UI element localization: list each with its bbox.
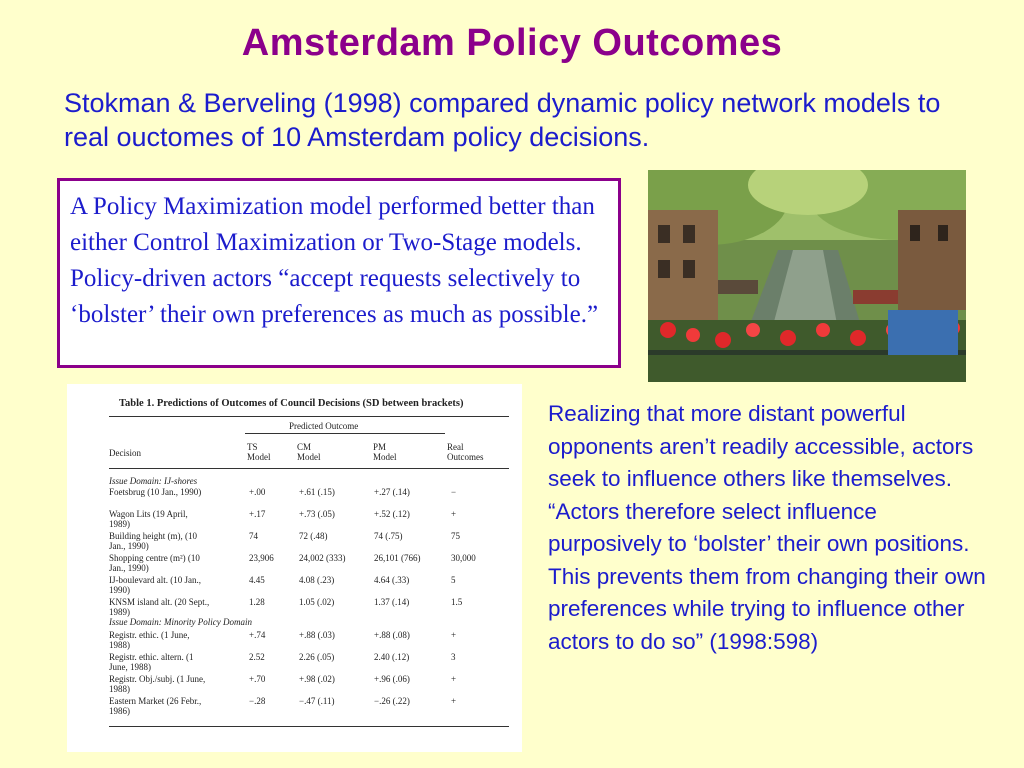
cell-pm: 74 (.75): [374, 531, 403, 541]
issue-domain-minority: Issue Domain: Minority Policy Domain: [109, 617, 252, 627]
cell-pm: 1.37 (.14): [374, 597, 410, 607]
table-row: [109, 575, 509, 595]
cell-decision: Registr. ethic. altern. (1 June, 1988): [109, 652, 194, 672]
cell-real: 1.5: [451, 597, 463, 607]
table-row: [109, 553, 509, 573]
cell-pm: 26,101 (766): [374, 553, 421, 563]
policy-maximization-box: A Policy Maximization model performed better than either Control Maximization or Two-Stage models. Policy-driven actors “accept requests selectively to ‘bolster’ their own preferences as much as possible.”: [57, 178, 621, 368]
amsterdam-canal-photo: [648, 170, 966, 382]
cell-ts: +.74: [249, 630, 266, 640]
cell-ts: +.70: [249, 674, 266, 684]
table-rule-bottom: [109, 726, 509, 727]
table-caption: Table 1. Predictions of Outcomes of Council Decisions (SD between brackets): [119, 398, 464, 409]
table-row: [109, 674, 509, 694]
cell-decision: Eastern Market (26 Febr., 1986): [109, 696, 202, 716]
cell-decision: Shopping centre (m²) (10 Jan., 1990): [109, 553, 200, 573]
cell-cm: 2.26 (.05): [299, 652, 335, 662]
bolster-quote: Realizing that more distant powerful opponents aren’t readily accessible, actors seek to influence others like themselves. “Actors therefore select influence purposively to ‘bolster’ their own positions. This prevents them from changing their own preferences while trying to influence other actors to do so” (1998:598): [548, 401, 986, 654]
cell-ts: +.00: [249, 487, 266, 497]
cell-cm: +.61 (.15): [299, 487, 335, 497]
cell-ts: −.28: [249, 696, 266, 706]
cell-decision: Foetsbrug (10 Jan., 1990): [109, 487, 202, 497]
cell-decision: Registr. Obj./subj. (1 June, 1988): [109, 674, 206, 694]
cell-real: 30,000: [451, 553, 476, 563]
cell-pm: 4.64 (.33): [374, 575, 410, 585]
cell-cm: 24,002 (333): [299, 553, 346, 563]
table-row: [109, 487, 509, 507]
issue-domain-ij-shores: Issue Domain: IJ-shores: [109, 476, 198, 486]
header-pm-model: PM Model: [373, 442, 397, 462]
cell-cm: 1.05 (.02): [299, 597, 335, 607]
table-row: [109, 531, 509, 551]
cell-cm: +.73 (.05): [299, 509, 335, 519]
header-real-outcomes: Real Outcomes: [447, 442, 484, 462]
cell-real: +: [451, 630, 457, 640]
slide-subtitle: Stokman & Berveling (1998) compared dynamic policy network models to real ouctomes of 10 Amsterdam policy decisions.: [64, 88, 941, 152]
cell-decision: Wagon Lits (19 April, 1989): [109, 509, 188, 529]
cell-pm: 2.40 (.12): [374, 652, 410, 662]
predicted-outcome-header: Predicted Outcome: [289, 421, 359, 431]
table-row: [109, 696, 509, 716]
cell-decision: KNSM island alt. (20 Sept., 1989): [109, 597, 210, 617]
table-row: [109, 509, 509, 529]
slide-title: Amsterdam Policy Outcomes: [241, 22, 783, 64]
header-decision: Decision: [109, 448, 141, 458]
cell-ts: 74: [249, 531, 258, 541]
table-rule-header: [109, 468, 509, 469]
cell-pm: +.52 (.12): [374, 509, 410, 519]
table-row: [109, 597, 509, 617]
header-ts-model: TS Model: [247, 442, 271, 462]
cell-real: +: [451, 509, 457, 519]
cell-ts: 1.28: [249, 597, 265, 607]
cell-decision: Building height (m), (10 Jan., 1990): [109, 531, 197, 551]
header-cm-model: CM Model: [297, 442, 321, 462]
cell-pm: −.26 (.22): [374, 696, 410, 706]
cell-ts: 23,906: [249, 553, 274, 563]
cell-real: 75: [451, 531, 460, 541]
cell-pm: +.96 (.06): [374, 674, 410, 684]
cell-cm: −.47 (.11): [299, 696, 335, 706]
cell-real: 3: [451, 652, 456, 662]
cell-cm: 72 (.48): [299, 531, 328, 541]
cell-decision: Registr. ethic. (1 June, 1988): [109, 630, 190, 650]
cell-ts: 4.45: [249, 575, 265, 585]
cell-ts: +.17: [249, 509, 266, 519]
cell-real: +: [451, 696, 457, 706]
cell-real: +: [451, 674, 457, 684]
cell-real: 5: [451, 575, 456, 585]
cell-cm: +.88 (.03): [299, 630, 335, 640]
cell-decision: IJ-boulevard alt. (10 Jan., 1990): [109, 575, 201, 595]
cell-ts: 2.52: [249, 652, 265, 662]
cell-cm: +.98 (.02): [299, 674, 335, 684]
table-row: [109, 652, 509, 672]
predicted-outcome-rule: [245, 433, 445, 434]
cell-cm: 4.08 (.23): [299, 575, 335, 585]
table-row: [109, 630, 509, 650]
council-decisions-table-scan: [67, 384, 522, 752]
table-rule-top: [109, 416, 509, 417]
cell-pm: +.27 (.14): [374, 487, 410, 497]
cell-pm: +.88 (.08): [374, 630, 410, 640]
cell-real: −: [451, 487, 457, 497]
